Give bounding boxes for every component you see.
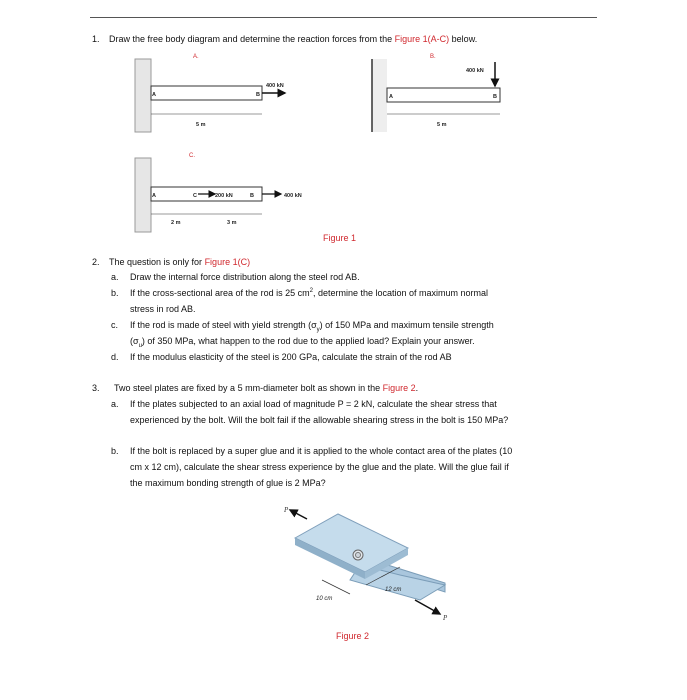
q1-end: below.	[449, 34, 478, 44]
fig-c-label-a: A	[152, 193, 156, 199]
fig2-p-right: P	[443, 614, 448, 622]
load-arrow-right	[415, 600, 440, 614]
q2-number: 2.	[92, 257, 100, 267]
fig-a-label-b: B	[256, 92, 260, 98]
q3-end: .	[415, 383, 419, 393]
q3-number: 3.	[92, 383, 100, 393]
fig-c-dim2-label: 3 m	[227, 220, 237, 226]
fig-c-label-c: C	[193, 193, 197, 199]
q2c-sub2: u	[138, 342, 142, 349]
load-arrow-left	[290, 510, 307, 519]
q3b-line3: the maximum bonding strength of glue is 2 MPa?	[130, 478, 326, 488]
q2b-line1	[130, 288, 488, 298]
fig-a-title: A.	[193, 54, 199, 60]
q2-figure-ref: Figure 1(C)	[204, 257, 251, 267]
fig-a-force-label: 400 kN	[266, 83, 284, 89]
q2c-part3: (σ	[130, 336, 139, 346]
q2-body: The question is only for	[109, 257, 205, 267]
fig-c-title: C.	[189, 153, 195, 159]
fig-a-dim-label: 5 m	[196, 122, 206, 128]
q1-body: Draw the free body diagram and determine the reaction forces from the	[109, 34, 395, 44]
q3-text	[114, 383, 418, 393]
q2b-part1: If the cross-sectional area of the rod is 25 cm	[130, 288, 310, 298]
q2b-sup: 2	[309, 288, 313, 294]
q3-figure-ref: Figure 2	[382, 383, 416, 393]
q2c-line2	[130, 336, 475, 349]
q2b-marker: b.	[111, 288, 119, 298]
q2b-part2: , determine the location of maximum normal	[312, 288, 489, 298]
q2d-text: If the modulus elasticity of the steel is 200 GPa, calculate the strain of the rod AB	[130, 352, 452, 362]
fig-b-wall	[372, 59, 387, 132]
q1-number: 1.	[92, 34, 100, 44]
fig-b-rod	[387, 88, 500, 102]
fig-a-rod	[151, 86, 262, 100]
fig2-dim2-label: 12 cm	[385, 587, 402, 593]
q2c-part2: ) of 150 MPa and maximum tensile strength	[319, 320, 494, 330]
fig-b-force-label: 400 kN	[466, 68, 484, 74]
figure-1-caption: Figure 1	[323, 233, 357, 243]
q3a-line2: experienced by the bolt. Will the bolt fail if the allowable shearing stress in the bolt is 150 MPa?	[130, 415, 509, 425]
q2b-line2: stress in rod AB.	[130, 304, 196, 314]
q2c-marker: c.	[111, 320, 119, 330]
fig-c-wall	[135, 158, 151, 232]
q3a-line1: If the plates subjected to an axial load of magnitude P = 2 kN, calculate the shear stress that	[130, 399, 497, 409]
fig-a-wall	[135, 59, 151, 132]
q2c-sub1: y	[316, 326, 320, 333]
q3b-line2: cm x 12 cm), calculate the shear stress experience by the glue and the plate. Will the glue fail if	[130, 462, 509, 472]
fig-b-dim-label: 5 m	[437, 122, 447, 128]
q2a-marker: a.	[111, 272, 119, 282]
q3b-line1: If the bolt is replaced by a super glue and it is applied to the whole contact area of the plates (10	[130, 446, 513, 456]
q3b-marker: b.	[111, 446, 119, 456]
q2-text	[109, 257, 250, 267]
q1-figure-ref: Figure 1(A-C)	[394, 34, 450, 44]
q3a-marker: a.	[111, 399, 119, 409]
q3-body: Two steel plates are fixed by a 5 mm-diameter bolt as shown in the	[114, 383, 383, 393]
fig-b-label-a: A	[389, 94, 393, 100]
q2a-text: Draw the internal force distribution along the steel rod AB.	[130, 272, 360, 282]
figure-2-illustration	[290, 510, 445, 614]
fig-c-dim1-label: 2 m	[171, 220, 181, 226]
q2c-part4: ) of 350 MPa, what happen to the rod due to the applied load? Explain your answer.	[141, 336, 475, 346]
fig-c-label-b: B	[250, 193, 254, 199]
fig-b-title: B.	[430, 54, 436, 60]
q2c-line1	[130, 320, 494, 333]
figure-2-caption: Figure 2	[336, 631, 370, 641]
fig2-p-left: P	[284, 506, 289, 514]
q2c-part1: If the rod is made of steel with yield strength (σ	[130, 320, 317, 330]
fig2-dim1-label: 10 cm	[316, 596, 333, 602]
q2d-marker: d.	[111, 352, 119, 362]
fig-c-end-force-label: 400 kN	[284, 193, 302, 199]
fig-c-mid-force-label: 200 kN	[215, 193, 233, 199]
fig-b-label-b: B	[493, 94, 497, 100]
fig-a-label-a: A	[152, 92, 156, 98]
